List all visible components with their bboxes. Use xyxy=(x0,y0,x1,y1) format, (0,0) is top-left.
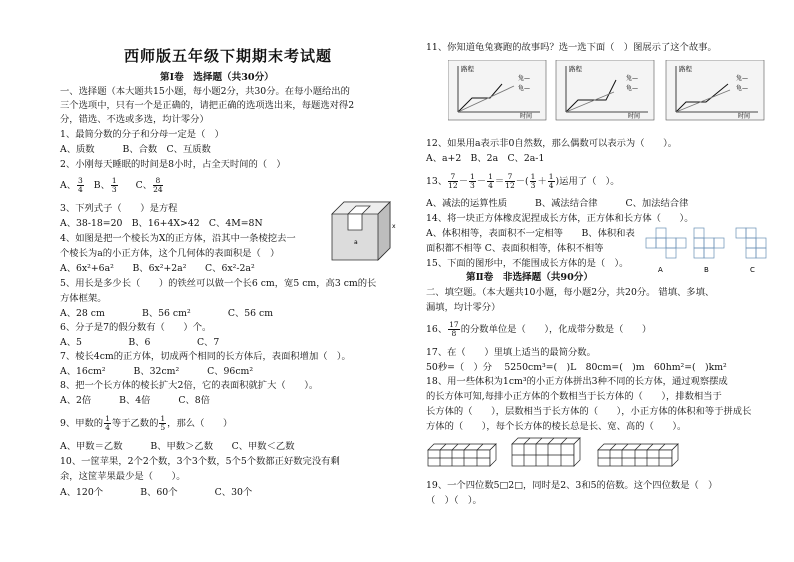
q18-line-2: 的长方体可知,每排小正方体的个数相当于长方体的（ ），排数相当于 xyxy=(426,391,722,402)
q5-line-2: 方体框架。 xyxy=(60,293,107,304)
q15-nets xyxy=(644,224,774,278)
q10-line-1: 10、一筐苹果，2个2个数，3个3个数，5个5个数都正好数完没有剩 xyxy=(60,456,340,467)
q3-stem: 3、下列式子（ ）是方程 xyxy=(60,203,178,214)
q7-options: A、16cm² B、32cm² C、96cm² xyxy=(60,366,254,377)
q13-fraction-3: $\frac{1}{4}$ xyxy=(488,172,493,190)
q1-stem: 1、最简分数的分子和分母一定是（ ） xyxy=(60,129,224,140)
net-label-b: B xyxy=(704,266,709,274)
right-column xyxy=(400,0,794,562)
q18-line-4: 方体的（ ），每个长方体的棱长总是长、宽、高的（ ）。 xyxy=(426,421,687,432)
svg-text:龟—: 龟— xyxy=(736,85,749,92)
q1-options: A、质数 B、合数 C、互质数 xyxy=(60,144,211,155)
q17-line: 50秒=（ ）分 5250cm³=( )L 80cm=( )m 60hm²=( )km² xyxy=(426,362,727,373)
q2-fraction-a: $\frac{3}{4}$ xyxy=(78,176,83,194)
section1-intro-3: 分，错选、不选或多选，均计零分） xyxy=(60,114,209,125)
section2-intro-1: 二、填空题。（本大题共10小题，每小题2分，共20分。 错填、多填、 xyxy=(426,287,715,298)
q18-line-1: 18、用一些体积为1cm³的小正方体拼出3种不同的长方体，通过观察摆成 xyxy=(426,376,728,387)
q3-options: A、38-18=20 B、16+4X>42 C、4M=8N xyxy=(60,218,263,229)
q2-options: A、 $\frac{3}{4}$ B、 $\frac{1}{3}$ C、 $\frac{8}{24}$ xyxy=(60,176,163,194)
q12-stem: 12、如果用a表示非0自然数，那么偶数可以表示为（ ）。 xyxy=(426,138,678,149)
section2-intro-2: 漏填，均计零分） xyxy=(426,302,501,313)
q17-stem: 17、在（ ）里填上适当的最简分数。 xyxy=(426,347,596,358)
part2-heading: 第Ⅱ卷 非选择题（共90分） xyxy=(466,272,593,283)
q9-fraction-1: $\frac{1}{4}$ xyxy=(105,414,110,432)
cuboid-2 xyxy=(512,438,580,466)
q5-line-1: 5、用长是多少长（ ）的铁丝可以做一个长6 cm，宽5 cm，高3 cm的长 xyxy=(60,278,377,289)
q11-graph-c xyxy=(666,60,764,120)
svg-text:路程: 路程 xyxy=(679,65,692,73)
section1-intro-1: 一、选择题（本大题共15小题，每小题2分，共30分。在每小题给出的 xyxy=(60,86,350,97)
cuboid-3 xyxy=(598,444,678,466)
q14-options-1: A、体积相等，表面积不一定相等 B、体积和表 xyxy=(426,228,635,239)
svg-text:时间: 时间 xyxy=(520,113,533,120)
q8-stem: 8、把一个长方体的棱长扩大2倍，它的表面积就扩大（ ）。 xyxy=(60,380,319,391)
q9-fraction-2: $\frac{1}{5}$ xyxy=(160,414,166,432)
cube-label-x: x xyxy=(392,223,396,230)
q19-line-1: 19、一个四位数5□2□，同时是2、3和5的倍数。这个四位数是（ ） xyxy=(426,480,718,491)
q2-fraction-c: $\frac{8}{24}$ xyxy=(153,176,163,194)
q4-line-1: 4、如图是把一个棱长为X的正方体，沿其中一条棱挖去一 xyxy=(60,233,296,244)
svg-text:龟—: 龟— xyxy=(518,85,531,92)
q7-stem: 7、棱长4cm的正方体，切成两个相同的长方体后，表面积增加（ ）。 xyxy=(60,351,351,362)
q9-stem: 9、甲数的 $\frac{1}{4}$ 等于乙数的 $\frac{1}{5}$ ，那么（ ） xyxy=(60,414,233,432)
q5-options: A、28 cm B、56 cm² C、56 cm xyxy=(60,308,274,319)
net-label-c: C xyxy=(750,266,755,274)
q16-fraction: $\frac{17}{8}$ xyxy=(449,320,459,338)
q13-fraction-4: $\frac{7}{12}$ xyxy=(505,172,515,190)
q14-stem: 14、将一块正方体橡皮泥捏成长方体，正方体和长方体（ ）。 xyxy=(426,213,694,224)
q2-fraction-b: $\frac{1}{3}$ xyxy=(111,176,117,194)
q13-stem: 13、 $\frac{7}{12}$ － $\frac{1}{3}$ － $\frac{1}{4}$ ＝ $\frac{7}{12}$ －( $\frac{1}{3}$ ＋ $\frac{1}{4}$ )运用了（ ）。 xyxy=(426,172,620,190)
svg-text:时间: 时间 xyxy=(628,113,641,120)
q15-stem: 15、下面的图形中，不能围成长方体的是（ ）。 xyxy=(426,258,629,269)
q11-graph-a xyxy=(448,60,546,120)
q10-options: A、120个 B、60个 C、30个 xyxy=(60,487,253,498)
q12-options: A、a+2 B、2a C、2a-1 xyxy=(426,153,545,164)
q14-options-2: 面积都不相等 C、表面积相等，体积不相等 xyxy=(426,243,604,254)
q18-line-3: 长方体的（ ），层数相当于长方体的（ ），小正方体的体积和等于拼成长 xyxy=(426,406,752,417)
svg-text:龟—: 龟— xyxy=(626,85,639,92)
page-title: 西师版五年级下期期末考试题 xyxy=(124,47,333,65)
q16-stem: 16、 $\frac{17}{8}$ 的分数单位是（ ），化成带分数是（ ） xyxy=(426,320,652,338)
q4-line-2: 个棱长为a的小正方体，这个几何体的表面积是（ ） xyxy=(60,248,280,259)
q6-options: A、5 B、6 C、7 xyxy=(60,337,220,348)
cuboid-1 xyxy=(428,444,496,466)
q9-options: A、甲数＝乙数 B、甲数＞乙数 C、甲数＜乙数 xyxy=(60,441,295,452)
q18-cuboids xyxy=(424,436,774,472)
cube-label-a: a xyxy=(354,239,358,246)
q2-stem: 2、小刚每天睡眠的时间是8小时，占全天时间的（ ） xyxy=(60,159,286,170)
svg-text:兔—: 兔— xyxy=(518,75,531,82)
svg-text:路程: 路程 xyxy=(461,65,474,73)
svg-text:时间: 时间 xyxy=(738,113,751,120)
q11-graph-b xyxy=(556,60,654,120)
q13-fraction-2: $\frac{1}{3}$ xyxy=(470,172,475,190)
svg-text:路程: 路程 xyxy=(569,65,582,73)
q10-line-2: 余，这筐苹果最少是（ ）。 xyxy=(60,471,186,482)
q6-stem: 6、分子是7的假分数有（ ）个。 xyxy=(60,322,212,333)
q13-fraction-6: $\frac{1}{4}$ xyxy=(548,172,554,190)
q13-options: A、减法的运算性质 B、减法结合律 C、加法结合律 xyxy=(426,198,689,209)
q11-graphs xyxy=(448,60,768,124)
q19-line-2: （ ）（ ）。 xyxy=(426,495,482,506)
svg-text:兔—: 兔— xyxy=(736,75,749,82)
q11-stem: 11、你知道龟兔赛跑的故事吗？选一选下面（ ）图展示了这个故事。 xyxy=(426,42,717,53)
q13-fraction-5: $\frac{1}{3}$ xyxy=(530,172,536,190)
section1-intro-2: 三个选项中，只有一个是正确的，请把正确的选项选出来，每题选对得2 xyxy=(60,100,355,111)
net-label-a: A xyxy=(658,266,663,274)
q13-fraction-1: $\frac{7}{12}$ xyxy=(448,172,458,190)
q4-options: A、6x²+6a² B、6x²+2a² C、6x²-2a² xyxy=(60,263,255,274)
q8-options: A、2倍 B、4倍 C、8倍 xyxy=(60,395,210,406)
svg-text:兔—: 兔— xyxy=(626,75,639,82)
part1-heading: 第Ⅰ卷 选择题（共30分） xyxy=(160,72,274,83)
cube-figure xyxy=(326,196,396,262)
